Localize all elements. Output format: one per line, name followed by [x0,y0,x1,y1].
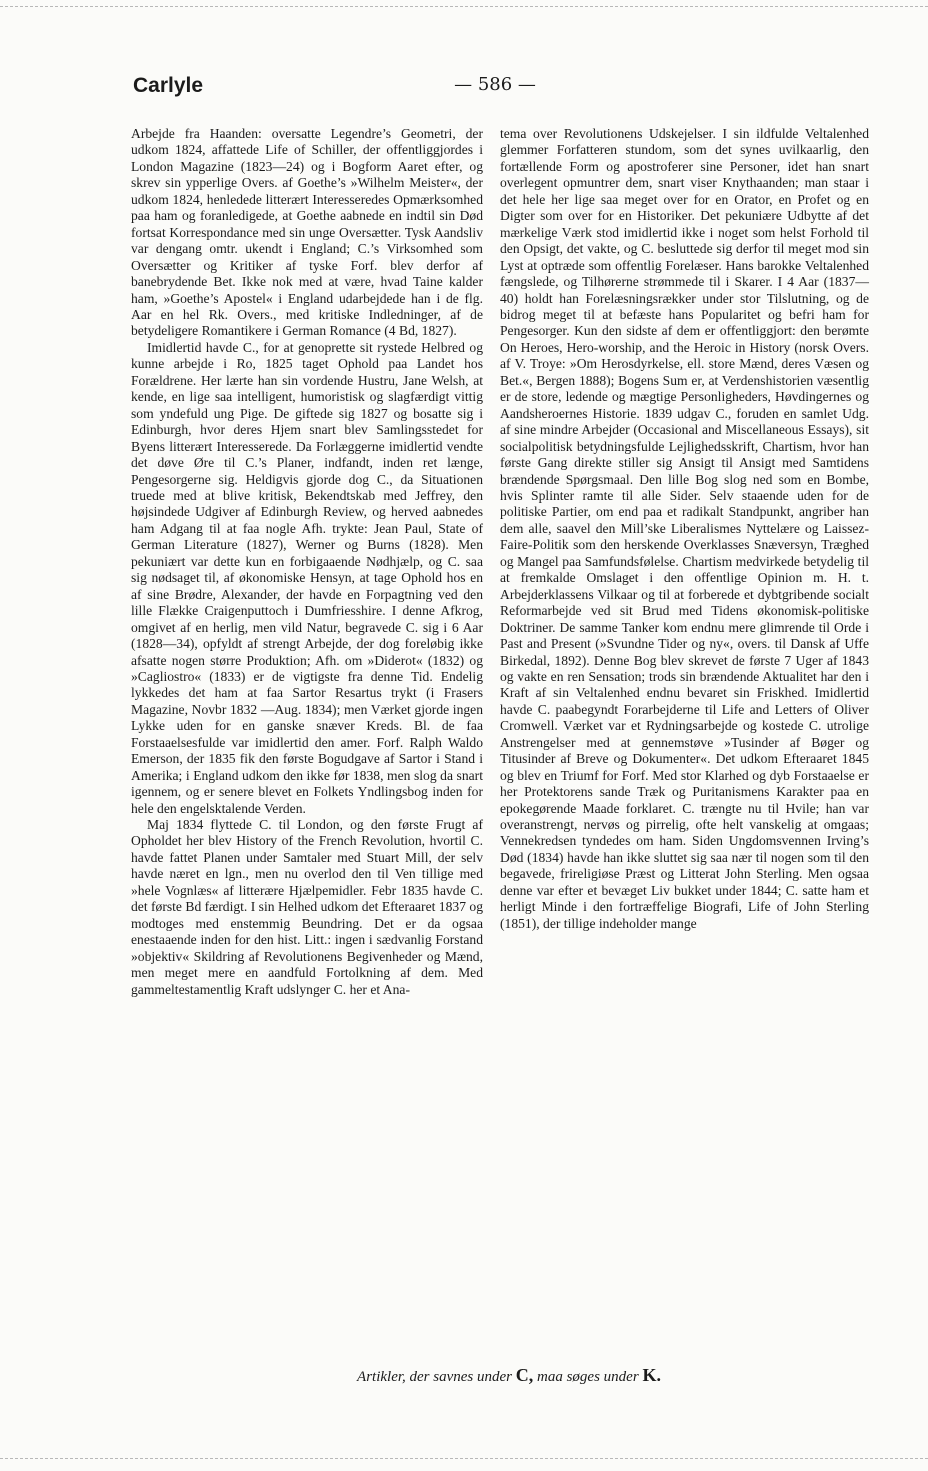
paragraph: Imidlertid havde C., for at genoprette sit rystede Helbred og kunne arbejde i Ro, 1825 taget Ophold paa Landet hos Forældrene. Her lærte han sin vordende Hustru, Jane Welsh, at kende, en lige saa intelligent, humoristisk og slagfærdigt vittig som yndefuld ung Pige. De giftede sig 1827 og bosatte sig i Edinburgh, hvor deres Hjem snart blev Samlingsstedet for Byens litterært Interesserede. Da Forlæggerne imidlertid vendte det døve Øre til C.’s Planer, indfandt, inden ret længe, Pengesorgerne sig. Heldigvis gjorde dog C., da Situationen truede med at blive kritisk, Bekendtskab med Jeffrey, den højsindede Udgiver af Edinburgh Review, og herved aabnedes ham Adgang til at faa nogle Afh. trykte: Jean Paul, State of German Literature (1827), Werner og Burns (1828). Men pekuniært var dette kun en forbigaaende Nødhjælp, og C. saa sig nødsaget til, af økonomiske Hensyn, at tage Ophold hos en af sine Brødre, Alexander, der havde en Forpagtning ved den lille Flække Craigenputtoch i Dumfriesshire. I denne Afkrog, omgivet af en herlig, men vild Natur, begravede C. sig i 6 Aar (1828—34), opfyldt af strengt Arbejde, der dog foreløbig ikke afsatte nogen større Produktion; Afh. om »Diderot« (1832) og »Cagliostro« (1833) er de vigtigste fra denne Tid. Endelig lykkedes det ham at faa Sartor Resartus trykt (i Frasers Magazine, Novbr 1832 —Aug. 1834); men Værket gjorde ingen Lykke uden for en ganske snæver Kreds. Bl. de faa Forstaaelsesfulde var imidlertid den amer. Forf. Ralph Waldo Emerson, der 1835 fik den første Bogudgave af Sartor i Stand i Amerika; i England udkom den ikke før 1838, men slog da snart igennem, og er senere blevet en Folkets Yndlingsbog inden for hele den engelsktalende Verden. [131,339,483,816]
footer-text: Artikler, der savnes under [357,1369,513,1385]
footer-note [133,1365,885,1386]
left-column [131,126,483,998]
footer-letter-c: C, [515,1365,534,1385]
paragraph: tema over Revolutionens Udskejelser. I sin ildfulde Veltalenhed glemmer Forfatteren stundom, som det synes uvilkaarlig, den fortællende Form og apostroferer sine Personer, idet han snart overlegent opmuntrer dem, snart viser Knythaanden; man staar i det hele her lige saa meget over for en Orator, en Profet og en Digter som over for en Historiker. Det pekuniære Udbytte af det mærkelige Værk stod imidlertid ikke i noget som helst Forhold til den Opsigt, det vakte, og C. besluttede sig derfor til meget mod sin Lyst at optræde som offentlig Forelæser. Hans barokke Veltalenhed fængslede, og Tilhørerne strømmede til i Skarer. I 4 Aar (1837—40) holdt han Forelæsningsrækker under stor Tilslutning, og de bidrog meget til at befæste hans Popularitet og befri ham for Pengesorger. Kun den sidste af dem er offentliggjort: den berømte On Heroes, Hero-worship, and the Heroic in History (norsk Overs. af V. Troye: »Om Herosdyrkelse, ell. store Mænd, deres Væsen og Bet.«, Bergen 1888); Bogens Sum er, at Verdenshistorien væsentlig er de store, ledende og mægtige Personligheders, Høvdingernes og Aandsheroernes Historie. 1839 udgav C., foruden en samlet Udg. af sine mindre Arbejder (Occasional and Miscellaneous Essays), sit socialpolitisk betydningsfulde Lejlighedsskrift, Chartism, hvor han første Gang direkte stiller sig Ansigt til Ansigt med Samtidens brændende Spørgsmaal. Den lille Bog slog ned som en Bombe, hvis Splinter ramte til alle Sider. Selv staaende uden for de politiske Partier, om end paa et radikalt Standpunkt, angriber han dem alle, saavel den Mill’ske Liberalismes Nyttelære og Laissez-Faire-Politik som den herskende Overklasses Snæversyn, Træghed og Mangel paa Samfundsfølelse. Chartism medvirkede betydelig til at fremkalde Omslaget i den offentlige Opinion m. H. t. Arbejderklassens Vilkaar og til at forberede et dybtgribende socialt Reformarbejde ved sit Brud med Tidens økonomisk-politiske Doktriner. De samme Tanker kom endnu mere glimrende til Orde i Past and Present (»Svundne Tider og ny«, overs. til Dansk af Uffe Birkedal, 1892). Denne Bog blev skrevet de første 7 Uger af 1843 og vakte en ren Sensation; trods sin brændende Aktualitet har den i Kraft af sin Veltalenhed endnu bevaret sin Friskhed. Imidlertid havde C. paabegyndt Forarbejderne til Life and Letters of Oliver Cromwell. Værket var et Rydningsarbejde og kostede C. utrolige Anstrengelser med at gennemstøve »Tusinder af Bøger og Titusinder af Breve og Dokumenter«. Det udkom Efteraaret 1845 og blev en Triumf for Forf. Med stor Klarhed og dyb Forstaaelse er her Protektorens sande Træk og Puritanismens Karakter paa en epokegørende Maade forklaret. C. trængte nu til Hvile; han var overanstrengt, nervøs og pirrelig, ofte helt vanskelig at omgaas; Vennekredsen tyndedes om ham. Siden Ungdomsvennen Irving’s Død (1834) havde han ikke sluttet sig saa nær til nogen som til den begavede, frireligiøse Præst og Litterat John Sterling. Men ogsaa denne var efter et bevæget Liv bukket under 1844; C. satte ham et herligt Minde i den fortræffelige Biografi, Life of John Sterling (1851), der tillige indeholder mange [500,126,869,931]
page-header [133,74,885,108]
right-column [500,126,869,932]
scan-edge-top [0,6,928,7]
paragraph: Arbejde fra Haanden: oversatte Legendre’s Geometri, der udkom 1824, affattede Life of Schiller, der offentliggjordes i London Magazine (1823—24) og i Bogform Aaret efter, og skrev sin ypperlige Overs. af Goethe’s »Wilhelm Meister«, der udkom 1824, henledede litterært Interesseredes Opmærksomhed paa ham og foranledigede, at Goethe aabnede en indtil sin Død fortsat Korrespondance med sin unge Oversætter. Tysk Aandsliv var dengang omtr. ukendt i England; C.’s Virksomhed som Oversætter og Kritiker af tyske Forf. blev derfor af banebrydende Bet. Ikke nok med at være, hvad Taine kalder ham, »Goethe’s Apostel« i England udarbejdede han i de flg. Aar en hel Rk. Overs., med kritiske Indledninger, af de betydeligere Romantikere i German Romance (4 Bd, 1827). [131,126,483,339]
footer-letter-k: K. [642,1365,661,1385]
running-headword: Carlyle [133,74,204,97]
scan-edge-bottom [0,1458,928,1459]
paragraph: Maj 1834 flyttede C. til London, og den første Frugt af Opholdet her blev History of the French Revolution, hvortil C. havde fattet Planen under Samtaler med Stuart Mill, der selv havde næret en lgn., men nu overlod den til Ven tillige med »hele Vognlæs« af litterære Hjælpemidler. Febr 1835 havde C. det første Bd færdigt. I sin Helhed udkom det Efteraaret 1837 og modtoges med enstemmig Beundring. Det er da ogsaa enestaaende inden for den hist. Litt.: ingen i sædvanlig Forstand »objektiv« Skildring af Revolutionens Begivenheder og Mænd, men meget mere en aandfuld Fortolkning af dem. Med gammeltestamentlig Kraft udslynger C. her et Ana- [131,817,483,997]
page-number: — 586 — [454,74,536,95]
footer-text: maa søges under [537,1369,639,1385]
